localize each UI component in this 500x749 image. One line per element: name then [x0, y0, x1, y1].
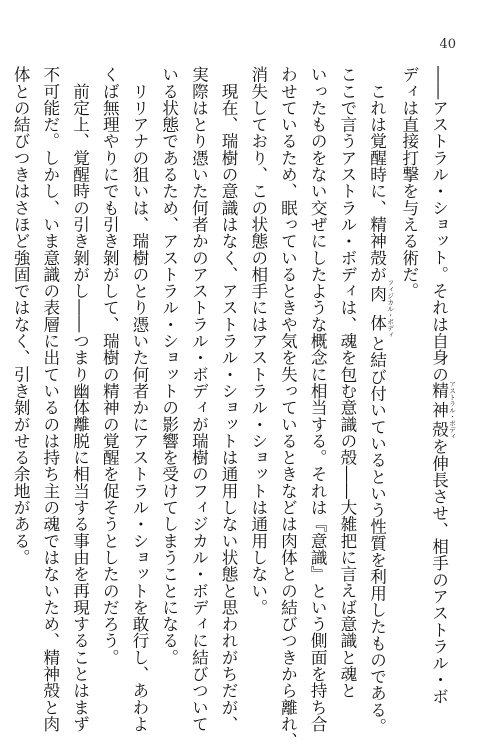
text-line — [0, 66, 5, 668]
ruby-reading: フィジカル・ボディ — [386, 279, 395, 338]
ruby-term: 精神殻 アストラル・ボディ — [429, 380, 456, 440]
text-line: わせているため、眠っているときや気を失っているときなどは肉体との結びつきから離れ、 — [278, 66, 298, 749]
text-line: いる状態であるため、アストラル・ショットの影響を受けてしまうことになる。 — [159, 66, 179, 666]
text-line: ディは直接打撃を与える術だ。 — [399, 66, 419, 300]
ruby-term: 肉体 フィジカル・ボディ — [367, 279, 395, 338]
text-line: 体との結びつきはさほど強固ではなく、引き剝がせる余地がある。 — [11, 66, 31, 566]
text-line: 前定上、覚醒時の引き剝がし――つまり幽体離脱に相当する事由を再現することはまず — [70, 66, 90, 732]
text-line: ――アストラル・ショット。それは自身の精神殻 アストラル・ボディを伸長させ、相手のアストラル・ボ — [429, 66, 456, 705]
body-text — [11, 66, 456, 749]
text-line: ここで言うアストラル・ボディは、魂を包む意識の殻――大雑把に言えば意識と魂と — [337, 66, 357, 699]
text-line: リリアナの狙いは、瑞樹のとり憑いた何者かにアストラル・ショットを敢行し、あわよ — [129, 66, 149, 732]
text-line: これは覚醒時に、精神殻が肉体 フィジカル・ボディと結び付いているという性質を利用したものである。 — [367, 66, 395, 735]
ruby-reading: アストラル・ボディ — [448, 380, 456, 440]
text-line: 現在、瑞樹の意識はなく、アストラル・ショットは通用しない状態と思われがちだが、 — [219, 66, 239, 732]
text-line: 実際はとり憑いた何者かのアストラル・ボディが瑞樹のフィジカル・ボディに結びついて — [189, 66, 209, 732]
text-line: 消失しており、この状態の相手にはアストラル・ショットは通用しない。 — [248, 66, 268, 616]
text-line: くば無理やりにでも引き剝がして、瑞樹の精神の覚醒を促そうとしたのだろう。 — [100, 66, 120, 666]
page-number: 40 — [439, 37, 456, 52]
text-line: いったものをない交ぜにしたような概念に相当する。それは『意識』という側面を持ち合 — [308, 66, 328, 732]
text-line: 不可能だ。しかし、いま意識の表層に出ているのは持ち主の魂ではないため、精神殻と肉 — [40, 66, 60, 732]
